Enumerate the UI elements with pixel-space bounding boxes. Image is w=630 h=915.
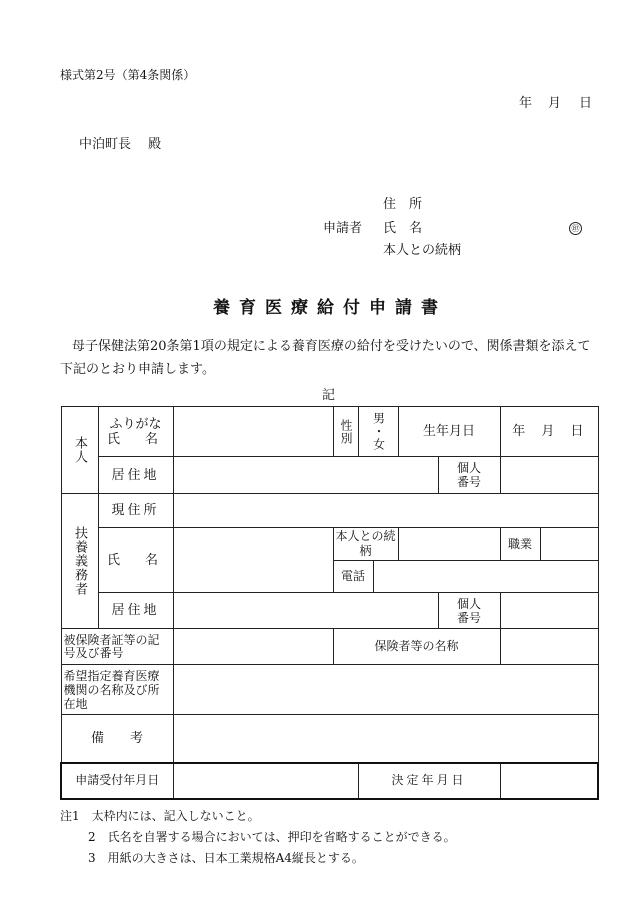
applicant-address-label: 住 所: [383, 197, 423, 212]
honnin-name-value[interactable]: [173, 407, 333, 457]
application-table: [60, 406, 599, 800]
notes: [60, 806, 456, 869]
honnin-kojin-bango-value[interactable]: [500, 457, 598, 494]
fuyo-header: 扶養義務者: [61, 494, 98, 629]
hihoken-label: 被保険者証等の記号及び番号: [61, 629, 173, 665]
note-2: 2 氏名を自署する場合においては、押印を省略することができる。: [88, 830, 456, 844]
gen-jusho-value[interactable]: [173, 494, 598, 528]
applicant-relation-label: 本人との続柄: [383, 243, 462, 258]
furigana-name-label: ふりがな 氏 名: [98, 407, 173, 457]
applicant-label: 申請者: [323, 221, 363, 236]
fuyo-name-value[interactable]: [173, 528, 333, 593]
shokugyo-label: 職業: [500, 528, 540, 561]
ki-label: 記: [322, 388, 336, 403]
kibou-label: 希望指定養育医療機関の名称及び所在地: [61, 665, 173, 715]
biko-value[interactable]: [173, 715, 598, 763]
note-3: 3 用紙の大きさは、日本工業規格A4縦長とする。: [88, 851, 364, 865]
biko-label: 備 考: [61, 715, 173, 763]
kettei-label: 決定年月日: [358, 763, 500, 799]
form-number: 様式第2号（第4条関係）: [60, 68, 196, 82]
honnin-header: 本人: [61, 407, 98, 494]
honnin-kyojuchi-label: 居住地: [98, 457, 173, 494]
hokensha-value[interactable]: [500, 629, 598, 665]
relation-label: 本人との続柄: [333, 528, 398, 561]
honnin-kojin-bango-label: 個人番号: [438, 457, 500, 494]
kibou-value[interactable]: [173, 665, 598, 715]
relation-value[interactable]: [398, 528, 500, 561]
date-month-label: 月: [548, 96, 562, 111]
birth-label: 生年月日: [398, 407, 500, 457]
fuyo-kyojuchi-value[interactable]: [173, 593, 438, 629]
gen-jusho-label: 現住所: [98, 494, 173, 528]
note-1: 注1 太枠内には、記入しないこと。: [60, 809, 260, 823]
document-title: 養育医療給付申請書: [213, 298, 447, 318]
birth-date-value[interactable]: 年 月 日: [500, 407, 598, 457]
seibetsu-label: 性別: [333, 407, 358, 457]
date-year-label: 年: [519, 96, 533, 111]
uketsuke-label: 申請受付年月日: [61, 763, 173, 799]
seal-mark: [569, 216, 582, 235]
kettei-value[interactable]: [500, 763, 598, 799]
body-paragraph: 母子保健法第20条第1項の規定による養育医療の給付を受けたいので、関係書類を添えて下記のとおり申請します。: [60, 339, 591, 377]
shokugyo-value[interactable]: [540, 528, 598, 561]
fuyo-kojin-bango-label: 個人番号: [438, 593, 500, 629]
hokensha-label: 保険者等の名称: [333, 629, 500, 665]
denwa-value[interactable]: [373, 561, 598, 593]
fuyo-name-label: 氏 名: [98, 528, 173, 593]
date-day-label: 日: [579, 96, 593, 111]
applicant-name-label: 氏 名: [383, 221, 423, 236]
uketsuke-value[interactable]: [173, 763, 358, 799]
honnin-kyojuchi-value[interactable]: [173, 457, 438, 494]
addressee: 中泊町長 殿: [79, 137, 162, 152]
denwa-label: 電話: [333, 561, 373, 593]
hihoken-value[interactable]: [173, 629, 333, 665]
fuyo-kojin-bango-value[interactable]: [500, 593, 598, 629]
sex-options[interactable]: 男・女: [358, 407, 398, 457]
seal-stamp: ㊞: [569, 222, 582, 235]
fuyo-kyojuchi-label: 居住地: [98, 593, 173, 629]
